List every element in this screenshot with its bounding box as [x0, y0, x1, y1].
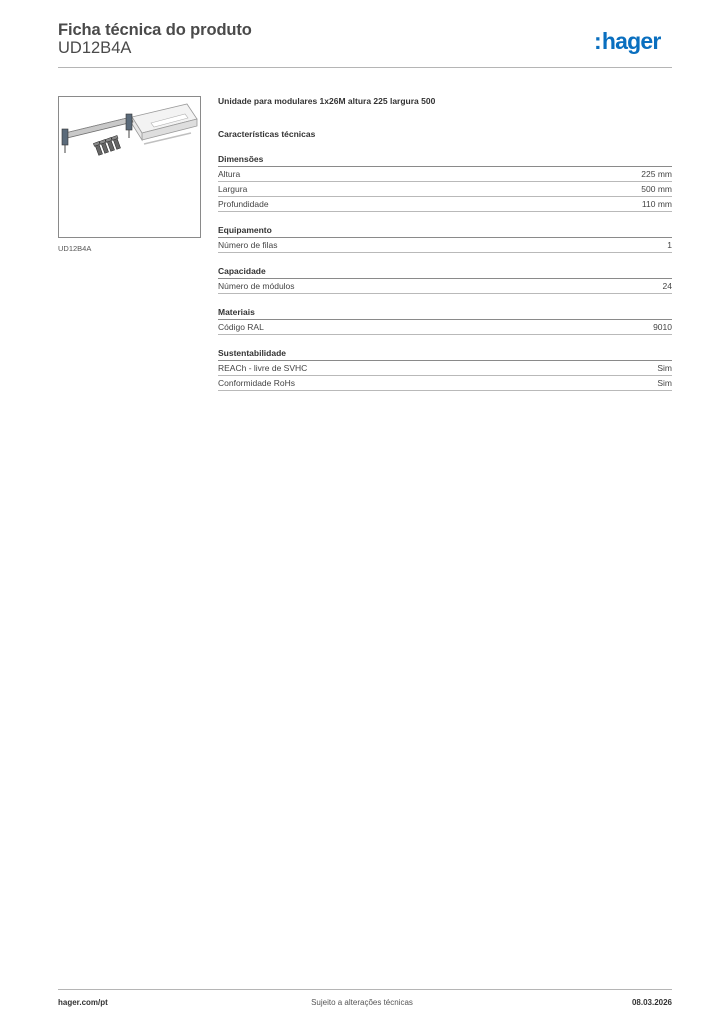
spec-label: Profundidade	[218, 199, 269, 209]
spec-value: Sim	[657, 378, 672, 388]
screws	[93, 135, 121, 155]
image-caption: UD12B4A	[58, 244, 92, 253]
product-code: UD12B4A	[58, 39, 132, 57]
section-sustainability	[218, 347, 672, 391]
spec-content	[218, 96, 672, 391]
spec-label: Altura	[218, 169, 241, 179]
spec-row	[218, 182, 672, 197]
tech-characteristics-heading: Características técnicas	[218, 129, 316, 139]
section-materials	[218, 306, 672, 335]
spec-value: 110 mm	[641, 199, 672, 209]
product-description: Unidade para modulares 1x26M altura 225 largura 500	[218, 96, 436, 106]
footer-divider	[58, 989, 672, 990]
spec-value: 500 mm	[641, 184, 672, 194]
section-title: Dimensões	[218, 153, 672, 167]
spec-value: 225 mm	[641, 169, 672, 179]
footer-date: 08.03.2026	[631, 998, 672, 1007]
header-divider	[58, 67, 672, 68]
footer-website-link[interactable]: hager.com/pt	[58, 998, 108, 1007]
section-dimensions	[218, 153, 672, 212]
spec-label: Conformidade RoHs	[218, 378, 296, 388]
section-title: Equipamento	[218, 224, 672, 238]
product-illustration	[59, 97, 200, 237]
spec-label: Código RAL	[218, 322, 264, 332]
cover-panel	[132, 104, 197, 144]
section-title: Sustentabilidade	[218, 347, 672, 361]
spec-row	[218, 320, 672, 335]
spec-value: Sim	[657, 363, 672, 373]
spec-row	[218, 197, 672, 212]
spec-label: Número de módulos	[218, 281, 295, 291]
section-capacity	[218, 265, 672, 294]
spec-label: Número de filas	[218, 240, 278, 250]
spec-label: REACh - livre de SVHC	[218, 363, 308, 373]
product-image	[58, 96, 201, 238]
spec-row	[218, 279, 672, 294]
spec-row	[218, 238, 672, 253]
hager-logo: :hager	[594, 28, 661, 54]
spec-row	[218, 167, 672, 182]
spec-value: 1	[667, 240, 672, 250]
spec-value: 24	[662, 281, 672, 291]
footer-disclaimer: Sujeito a alterações técnicas	[311, 998, 413, 1007]
page-title: Ficha técnica do produto	[58, 21, 252, 39]
spec-row	[218, 361, 672, 376]
section-title: Materiais	[218, 306, 672, 320]
logo-text: hager	[601, 28, 661, 54]
section-equipment	[218, 224, 672, 253]
section-title: Capacidade	[218, 265, 672, 279]
spec-row	[218, 376, 672, 391]
spec-label: Largura	[218, 184, 248, 194]
spec-value: 9010	[653, 322, 672, 332]
